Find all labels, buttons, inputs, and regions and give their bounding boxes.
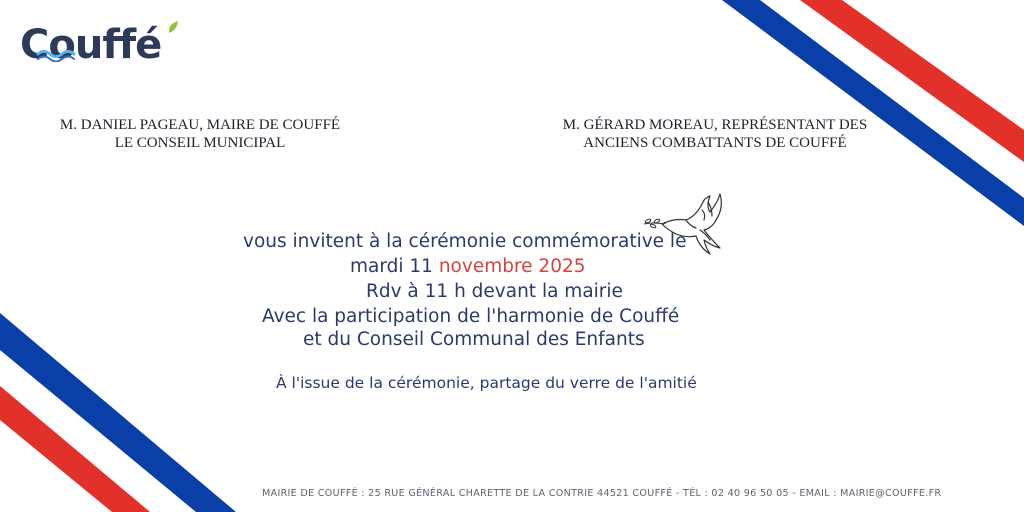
logo-letter-o: o: [48, 22, 75, 68]
event-date-month: novembre 2025: [438, 256, 586, 277]
logo-letters-uffe: uffé: [74, 22, 162, 68]
sender-mayor-line-2: LE CONSEIL MUNICIPAL: [114, 135, 286, 151]
event-date: [350, 256, 586, 277]
sender-veterans-line-1: M. GÉRARD MOREAU, REPRÉSENTANT DES: [562, 117, 868, 133]
children-council-line: et du Conseil Communal des Enfants: [303, 329, 645, 350]
event-date-day: mardi 11: [350, 256, 439, 277]
contact-footer: MAIRIE DE COUFFÉ : 25 RUE GÉNÉRAL CHARETTE DE LA CONTRIE 44521 COUFFÉ - TÉL : 02 40 96 50 05 - EMAIL : MAIRIE@COUFFE.FR: [262, 488, 942, 499]
participation-line: Avec la participation de l'harmonie de Couffé: [262, 306, 680, 327]
wave-icon: [36, 48, 76, 62]
logo-letter-c: C: [20, 22, 49, 68]
leaf-icon: [167, 20, 179, 34]
ribbon-bottom-blue: [0, 313, 236, 512]
sender-veterans: [535, 116, 895, 152]
sender-mayor-line-1: M. DANIEL PAGEAU, MAIRE DE COUFFÉ: [59, 117, 341, 133]
sender-veterans-line-2: ANCIENS COMBATTANTS DE COUFFÉ: [583, 135, 847, 151]
reception-note: À l'issue de la cérémonie, partage du verre de l'amitié: [276, 374, 697, 392]
sender-mayor: [40, 116, 360, 152]
invitation-line: vous invitent à la cérémonie commémorative le: [243, 231, 687, 252]
meeting-point: Rdv à 11 h devant la mairie: [366, 281, 623, 302]
